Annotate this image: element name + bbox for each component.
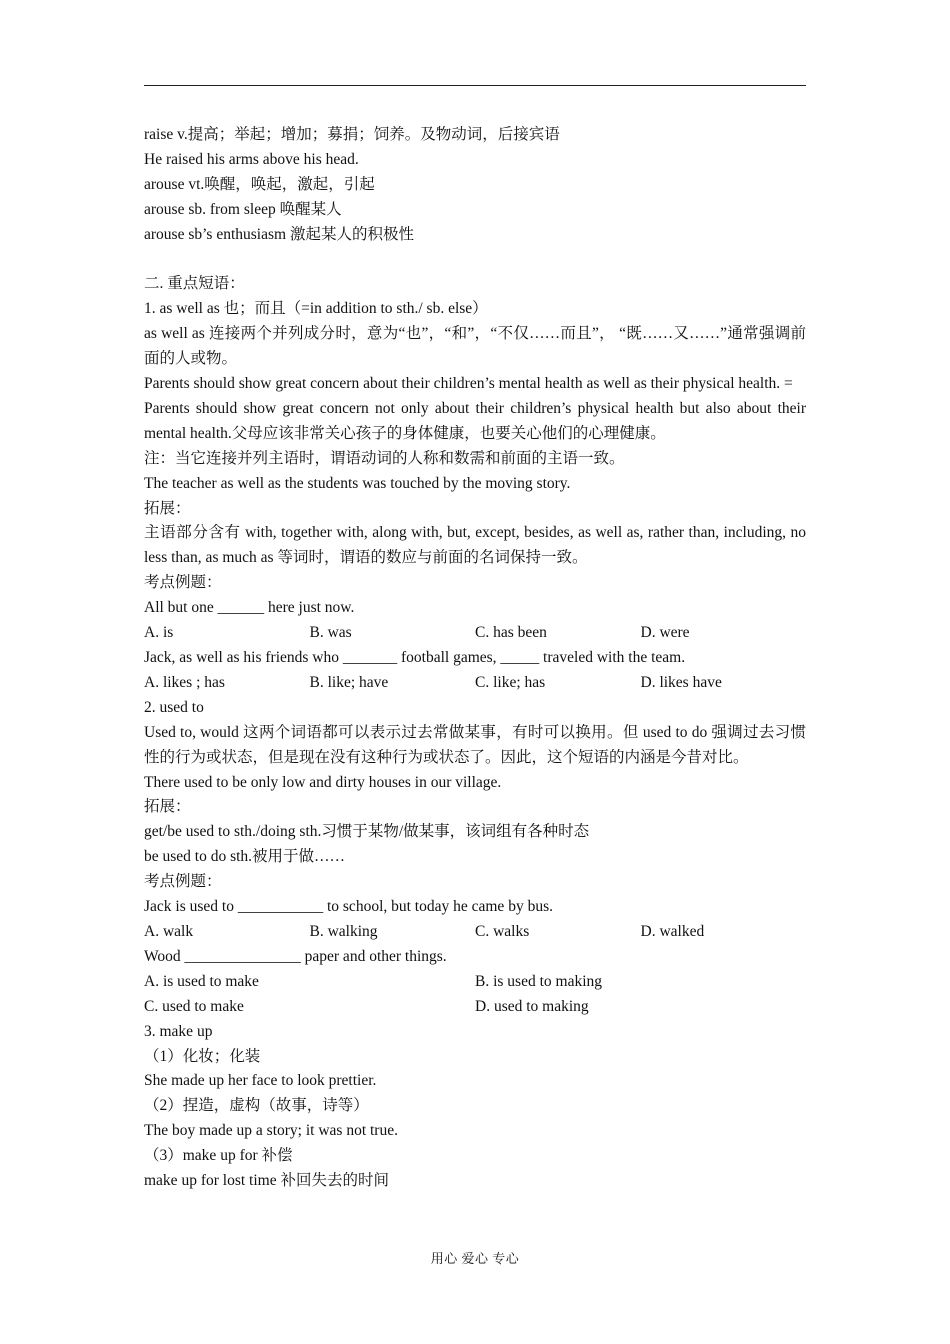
item2-example: There used to be only low and dirty houses in our village. [144,773,502,791]
item1-extend: 主语部分含有 with, together with, along with, but, except, besides, as well as, rather than, including, no less than, as much as 等词时，谓语的数应与前面的名词保持一致。 [144,524,806,567]
option-a: A. is [144,624,174,642]
option-d: D. used to making [475,997,589,1015]
page-footer: 用心 爱心 专心 [430,1251,520,1266]
question-4: Wood _______________ paper and other things. [144,947,447,965]
option-c: C. walks [475,922,530,940]
vocab-raise: raise v.提高；举起；增加；募捐；饲养。及物动词，后接宾语 [144,126,560,143]
option-c: C. used to make [144,997,244,1015]
option-a: A. is used to make [144,972,259,990]
question-3: Jack is used to ___________ to school, but today he came by bus. [144,898,553,916]
option-b: B. walking [309,922,378,940]
option-d: D. likes have [640,673,722,691]
spacer [144,248,806,273]
item2-title: 2. used to [144,698,204,716]
option-c: C. like; has [475,673,546,691]
item2-extend-2: be used to do sth.被用于做…… [144,848,346,866]
item3-sense-1: （1）化妆；化装 [144,1047,261,1065]
header-rule [144,85,806,86]
question-4-options-row-1 [144,970,806,995]
section-heading: 二. 重点短语： [144,275,245,293]
item3-title: 3. make up [144,1022,213,1040]
question-3-options [144,920,806,945]
option-b: B. like; have [309,673,389,691]
vocab-arouse-example-2: arouse sb’s enthusiasm 激起某人的积极性 [144,225,414,243]
item1-note-example: The teacher as well as the students was touched by the moving story. [144,474,571,492]
question-1-options [144,621,806,646]
option-a: A. walk [144,922,194,940]
item1-title: 1. as well as 也；而且（=in addition to sth./ sb. else） [144,300,488,318]
item1-explanation: as well as 连接两个并列成分时，意为“也”，“和”，“不仅……而且”， “既……又……”通常强调前面的人或物。 [144,325,806,368]
option-d: D. were [640,624,690,642]
option-b: B. is used to making [475,972,603,990]
item2-extend-label: 拓展： [144,798,191,816]
item3-sense-2-example: The boy made up a story; it was not true. [144,1122,398,1140]
item3-sense-3: （3）make up for 补偿 [144,1147,293,1165]
vocab-arouse: arouse vt.唤醒，唤起，激起，引起 [144,175,375,193]
page-body [144,123,806,1194]
option-a: A. likes ; has [144,673,225,691]
item1-example-1: Parents should show great concern about their children’s mental health as well as their physical health. = [144,375,793,393]
item1-example-2: Parents should show great concern not only about their children’s physical health but also about their mental health.父母应该非常关心孩子的身体健康，也要关心他们的心理健康。 [144,399,806,442]
item2-extend-1: get/be used to sth./doing sth.习惯于某物/做某事，该词组有各种时态 [144,823,590,841]
vocab-arouse-example-1: arouse sb. from sleep 唤醒某人 [144,200,342,218]
question-4-options-row-2 [144,995,806,1020]
vocab-raise-example: He raised his arms above his head. [144,150,359,168]
question-2: Jack, as well as his friends who _______ football games, _____ traveled with the team. [144,649,686,667]
item1-note: 注：当它连接并列主语时，谓语动词的人称和数需和前面的主语一致。 [144,449,625,467]
item1-exam-label: 考点例题： [144,574,222,592]
item2-exam-label: 考点例题： [144,873,222,891]
option-d: D. walked [640,922,705,940]
option-b: B. was [309,624,352,642]
item3-sense-1-example: She made up her face to look prettier. [144,1072,377,1090]
item1-extend-label: 拓展： [144,499,191,517]
item2-explanation: Used to, would 这两个词语都可以表示过去常做某事，有时可以换用。但 used to do 强调过去习惯性的行为或状态，但是现在没有这种行为或状态了。因此，这个短语的内涵是今昔对比。 [144,723,806,766]
item3-sense-2: （2）捏造，虚构（故事，诗等） [144,1097,369,1115]
question-1: All but one ______ here just now. [144,599,355,617]
item3-sense-3-example: make up for lost time 补回失去的时间 [144,1172,389,1190]
question-2-options [144,671,806,696]
option-c: C. has been [475,624,547,642]
